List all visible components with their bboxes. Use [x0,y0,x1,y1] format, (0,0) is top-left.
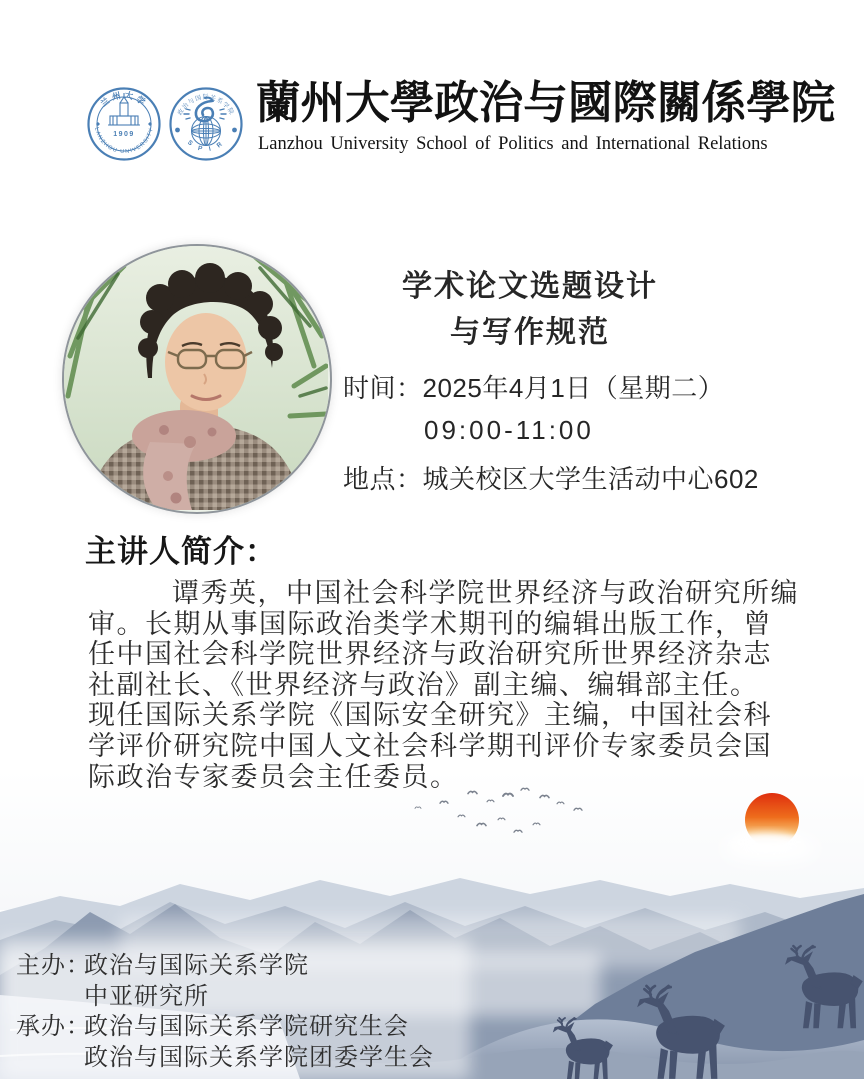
bio-line: 社副社长、《世界经济与政治》副主编、编辑部主任。 [88,669,759,700]
time-range: 09:00-11:00 [424,415,594,445]
time-row [343,368,724,405]
school-name-english: Lanzhou University School of Politics and International Relations [258,134,768,154]
host-row [16,951,434,1012]
lecture-title [332,264,728,356]
organizer-line: 政治与国际关系学院研究生会 [84,1013,409,1040]
location-value: 城关校区大学生活动中心602 [422,464,759,494]
location-row [343,459,759,496]
speaker-portrait-art [64,246,328,510]
bio-line: 审。长期从事国际政治类学术期刊的编辑出版工作，曾 [88,608,772,639]
lecture-title-line1: 学术论文选题设计 [402,269,658,304]
bio-line: 学评价研究院中国人文社会科学期刊评价专家委员会国 [88,730,772,761]
bio-line: 谭秀英，中国社会科学院世界经济与政治研究所编 [172,578,799,608]
time-value: 2025年4月1日（星期二） [422,373,725,403]
logo-arc-text: 政治与国际关系学院 [177,95,235,117]
logo-year-text: 1909 [113,131,135,138]
spir-school-seal-icon [168,86,244,162]
organizer-label: 承办： [16,1013,91,1040]
bio-line: 任中国社会科学院世界经济与政治研究所世界经济杂志 [88,639,772,670]
lanzhou-university-seal-icon [86,86,162,162]
bio-line: 际政治专家委员会主任委员。 [88,761,459,792]
speaker-photo [62,244,332,514]
host-label: 主办： [16,952,91,979]
bio-line: 现任国际关系学院《国际安全研究》主编，中国社会科 [88,700,772,731]
organizers-block [16,951,434,1073]
school-name-calligraphy: 蘭州大學政治与國際關係學院 [256,76,836,129]
host-line: 中亚研究所 [84,982,209,1010]
speaker-intro-heading: 主讲人简介： [85,534,277,570]
organizer-line: 政治与国际关系学院团委学生会 [84,1043,434,1071]
time-label: 时间： [343,373,423,403]
globe-icon [192,117,221,146]
organizer-row [16,1012,434,1073]
logo-arc-text: 兰州大学 [98,89,150,109]
logo-arc-text: S P I R [186,139,226,154]
host-line: 政治与国际关系学院 [84,952,309,979]
speaker-bio [88,578,799,792]
lecture-title-line2: 与写作规范 [450,315,610,350]
logo-arc-text: LANZHOU UNIVERSITY [93,126,155,156]
location-label: 地点： [343,464,423,494]
